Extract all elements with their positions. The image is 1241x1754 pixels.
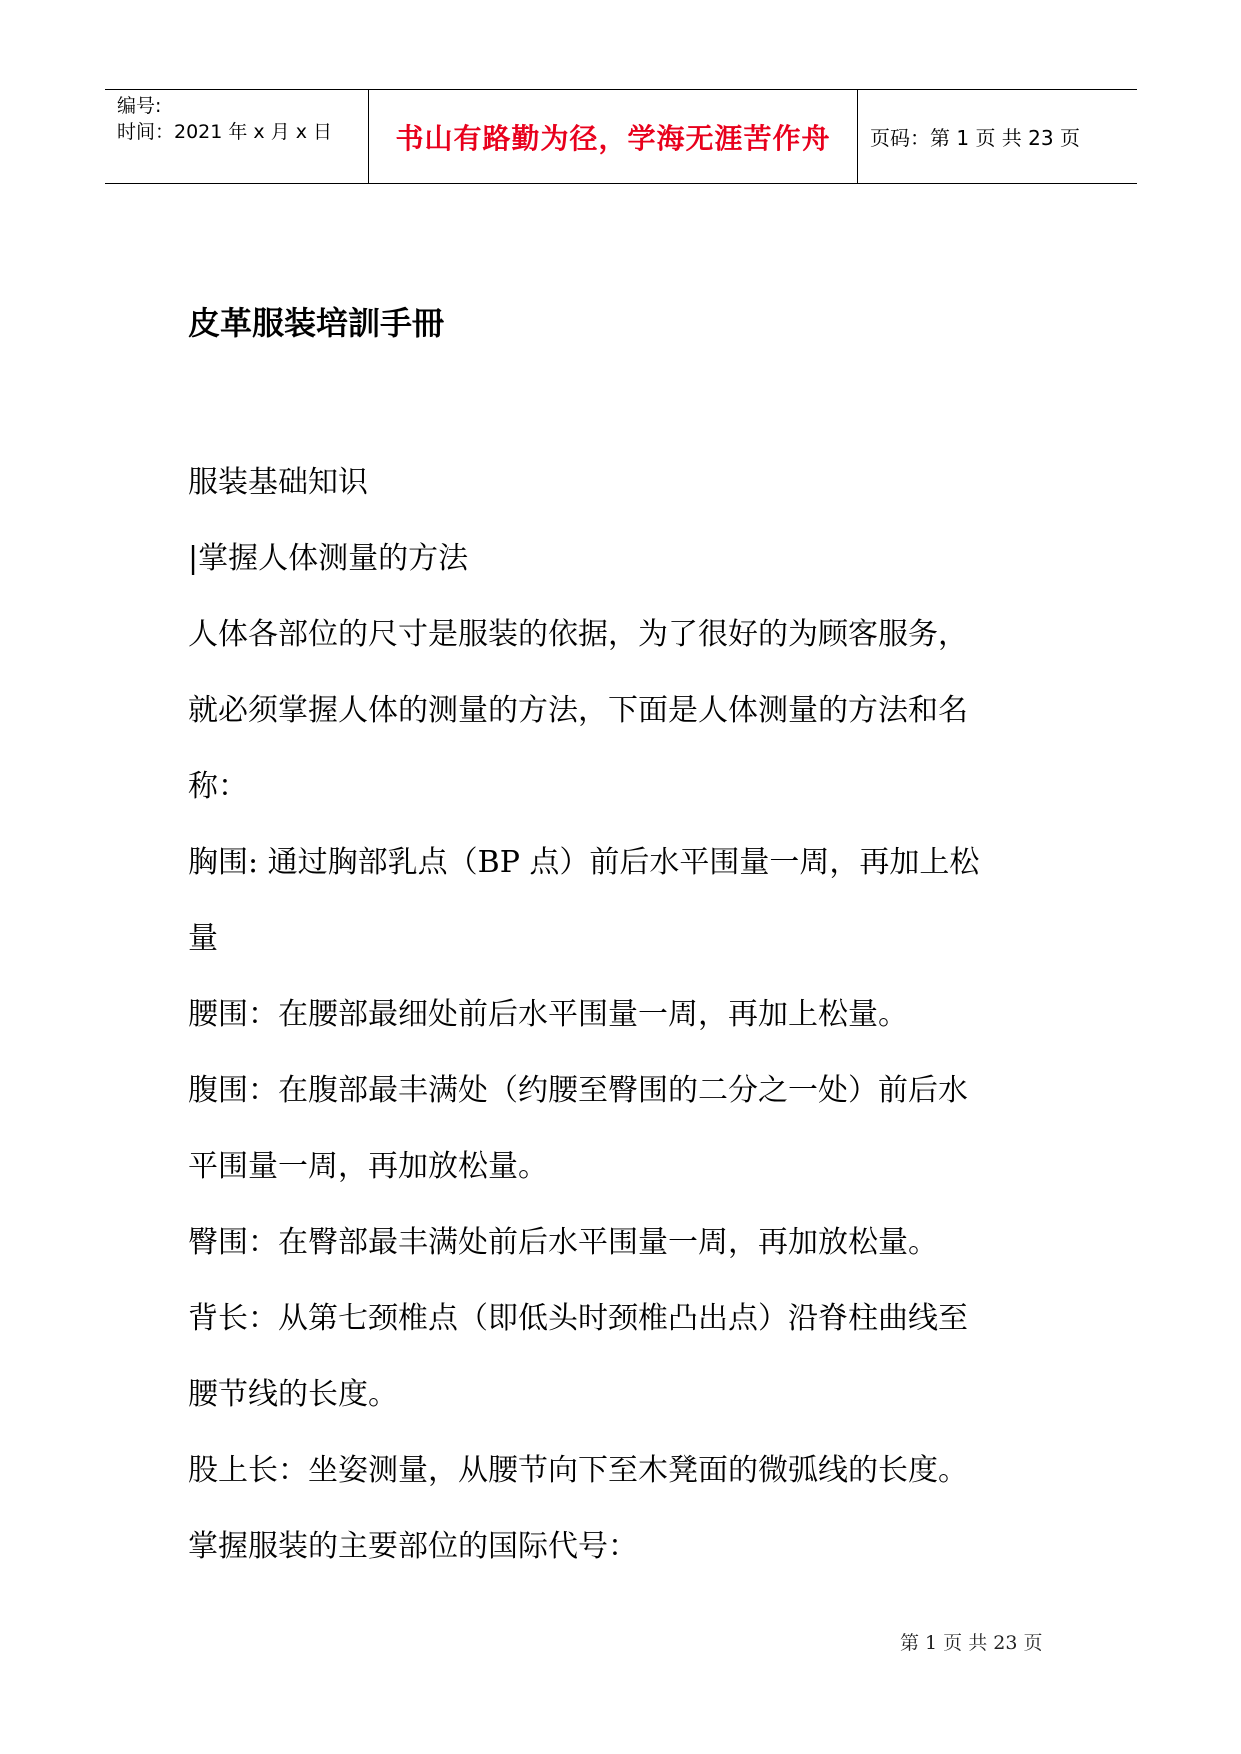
header-info: [105, 90, 369, 183]
paragraph-line: 称：: [188, 769, 248, 804]
paragraph-line: 腹围：在腹部最丰满处（约腰至臀围的二分之一处）前后水: [188, 1073, 968, 1108]
page-code: 页码：第 1 页 共 23 页: [870, 126, 1080, 150]
number-label: 编号:: [117, 95, 162, 117]
paragraph-line: 平围量一周，再加放松量。: [188, 1149, 548, 1184]
page-header: [105, 89, 1137, 184]
paragraph-line: 腰节线的长度。: [188, 1377, 398, 1412]
paragraph-line: 量: [188, 921, 218, 956]
paragraph-line: 服装基础知识: [188, 465, 368, 500]
paragraph-line: 人体各部位的尺寸是服装的依据，为了很好的为顾客服务，: [188, 617, 968, 652]
paragraph-line: |掌握人体测量的方法: [188, 541, 469, 576]
paragraph-line: 臀围：在臀部最丰满处前后水平围量一周，再加放松量。: [188, 1225, 938, 1260]
page-footer: 第 1 页 共 23 页: [900, 1632, 1043, 1654]
document-title: 皮革服装培訓手冊: [188, 304, 445, 342]
paragraph-line: 股上长：坐姿测量，从腰节向下至木凳面的微弧线的长度。: [188, 1453, 968, 1488]
paragraph-line: 就必须掌握人体的测量的方法，下面是人体测量的方法和名: [188, 693, 968, 728]
slogan: 书山有路勤为径，学海无涯苦作舟: [369, 90, 858, 183]
document-body: [188, 445, 1088, 1585]
paragraph-line: 腰围：在腰部最细处前后水平围量一周，再加上松量。: [188, 997, 908, 1032]
paragraph-line: 掌握服装的主要部位的国际代号：: [188, 1529, 638, 1564]
paragraph-line: 胸围: 通过胸部乳点（BP 点）前后水平围量一周，再加上松: [188, 845, 980, 880]
date-label: 时间：2021 年 x 月 x 日: [117, 121, 333, 143]
paragraph-line: 背长：从第七颈椎点（即低头时颈椎凸出点）沿脊柱曲线至: [188, 1301, 968, 1336]
